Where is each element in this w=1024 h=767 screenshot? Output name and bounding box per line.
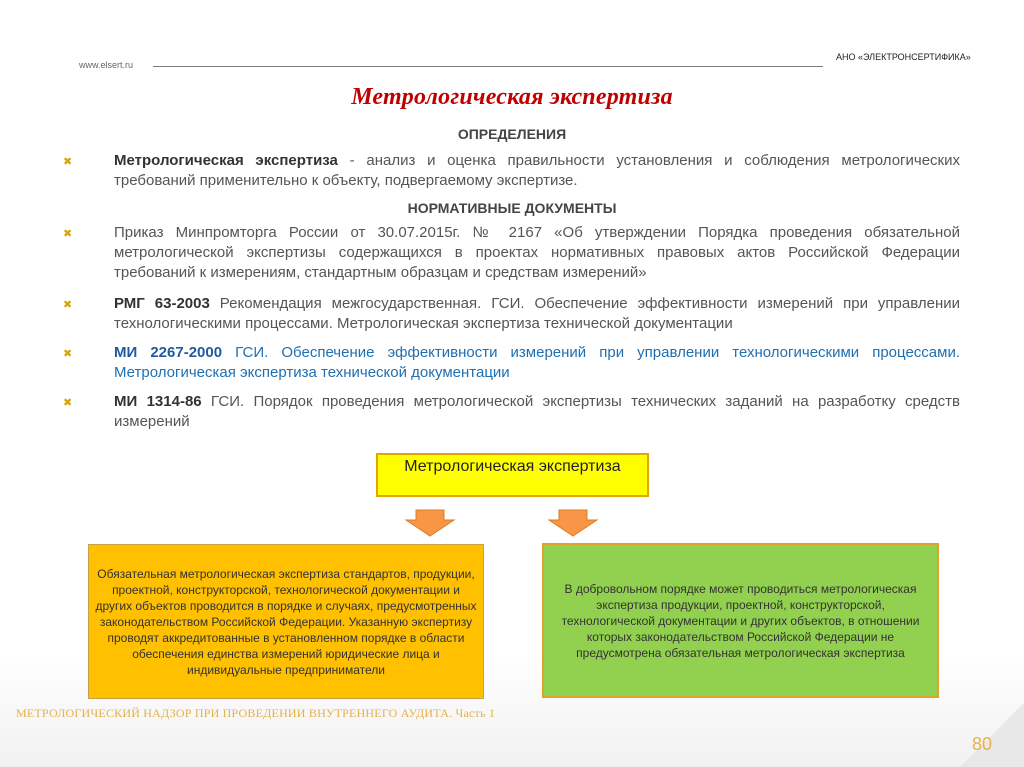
x-bullet-icon: ✖ [63, 299, 73, 311]
x-bullet-icon: ✖ [63, 228, 73, 240]
down-arrow-icon [547, 509, 599, 537]
normative-item-mi1314 [114, 392, 960, 432]
mandatory-expertise-box [88, 544, 484, 699]
mandatory-expertise-text: Обязательная метрологическая экспертиза стандартов, продукции, проектной, конструкторской, технологической документации и других объектов проводится в порядке и случаях, предусмотренных законодательством Российской Федерации. Указанную экспертизу проводят аккредитованные в установленном порядке в области обеспечения единства измерений юридические лица и индивидуальные предприниматели [95, 566, 477, 677]
definition-item [114, 151, 960, 191]
item-text: Рекомендация межгосударственная. ГСИ. Обеспечение эффективности измерений при управлении технологическими процессами. Метрологическая экспертиза технической документации [114, 295, 960, 332]
diagram-center-box: Метрологическая экспертиза [376, 453, 649, 497]
item-text: ГСИ. Обеспечение эффективности измерений при управлении технологическими процессами. Метрологическая экспертиза технической документации [114, 344, 960, 381]
item-bold: РМГ 63-2003 [114, 295, 210, 312]
voluntary-expertise-text: В добровольном порядке может проводиться метрологическая экспертиза продукции, проектной, конструкторской, технологической документации и других объектов, в отношении которых законодательством Российской Федерации не предусмотрена обязательная метрологическая экспертиза [561, 581, 920, 660]
voluntary-expertise-box [542, 543, 939, 698]
item-bold: Метрологическая экспертиза [114, 152, 338, 169]
item-text: ГСИ. Порядок проведения метрологической экспертизы технических заданий на разработку средств измерений [114, 393, 960, 430]
item-bold: МИ 1314-86 [114, 393, 202, 410]
slide-title: Метрологическая экспертиза [351, 84, 673, 110]
x-bullet-icon: ✖ [63, 397, 73, 409]
organization-name: АНО «ЭЛЕКТРОНСЕРТИФИКА» [836, 52, 971, 62]
footer-title: МЕТРОЛОГИЧЕСКИЙ НАДЗОР ПРИ ПРОВЕДЕНИИ ВНУТРЕННЕГО АУДИТА. Часть 1 [16, 706, 496, 720]
x-bullet-icon: ✖ [63, 348, 73, 360]
page-number: 80 [972, 734, 993, 754]
normative-item-mi2267 [114, 343, 960, 383]
header-divider [153, 66, 823, 67]
x-bullet-icon: ✖ [63, 156, 73, 168]
down-arrow-icon [404, 509, 456, 537]
item-text: - анализ и оценка правильности установления и соблюдения метрологических требований применительно к объекту, подвергаемому экспертизе. [114, 152, 960, 189]
section-normative-docs: НОРМАТИВНЫЕ ДОКУМЕНТЫ [407, 200, 617, 216]
normative-item-rmg [114, 294, 960, 334]
section-definitions: ОПРЕДЕЛЕНИЯ [457, 126, 567, 142]
item-bold: МИ 2267-2000 [114, 344, 223, 361]
item-text: Приказ Минпромторга России от 30.07.2015г. № 2167 «Об утверждении Порядка проведения обязательной метрологической экспертизы содержащихся в проектах нормативных правовых актов Российской Федерации требований к измерениям, стандартным образцам и средствам измерений» [114, 224, 960, 281]
site-url: www.elsert.ru [79, 60, 134, 70]
normative-item-order [114, 223, 960, 283]
